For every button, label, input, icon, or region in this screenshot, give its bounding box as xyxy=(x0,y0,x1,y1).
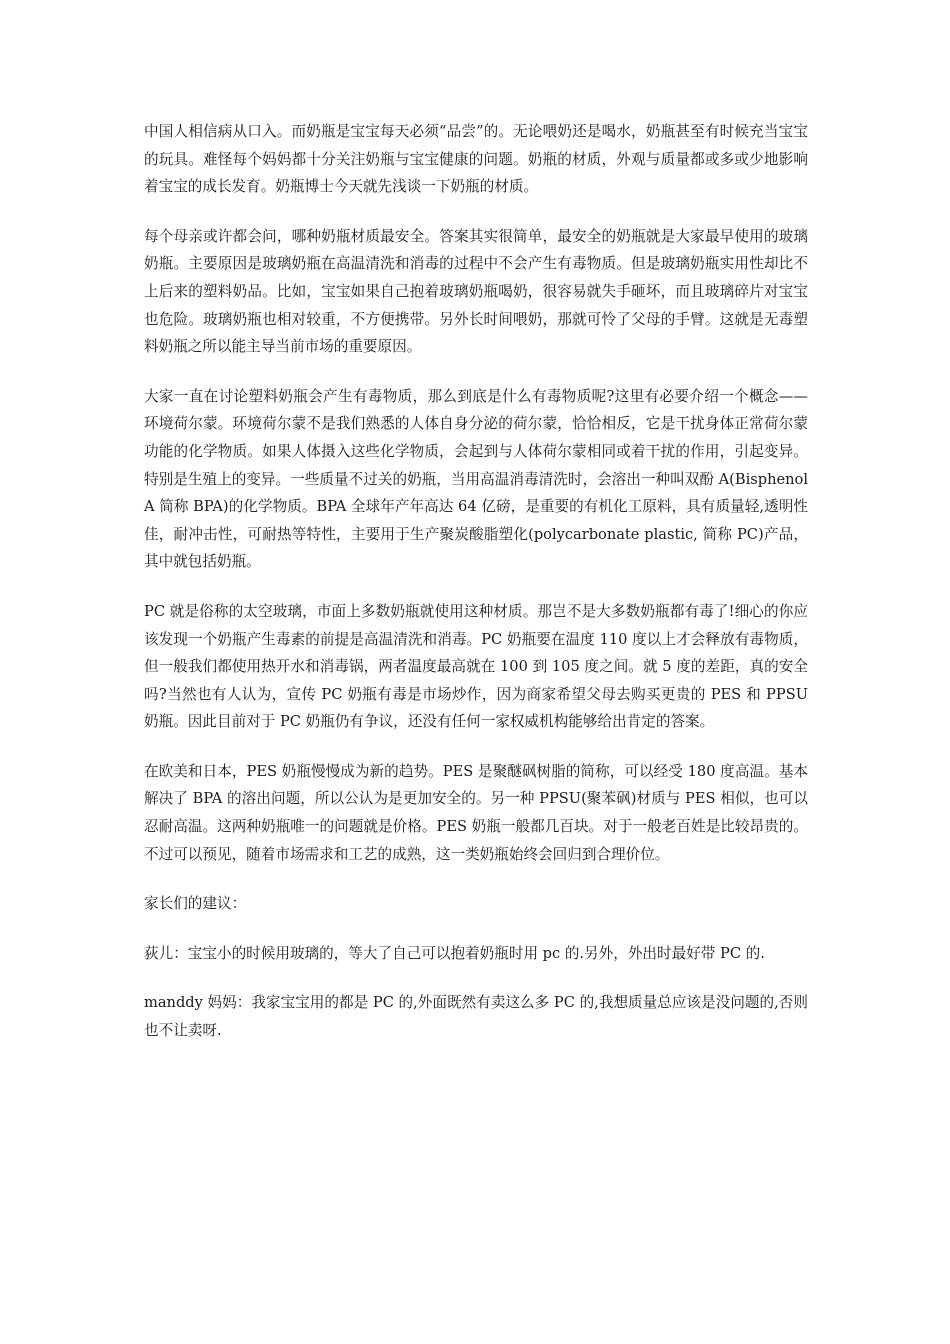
paragraph-advice-2: manddy 妈妈：我家宝宝用的都是 PC 的,外面既然有卖这么多 PC 的,我想质量总应该是没问题的,否则也不让卖呀. xyxy=(144,994,808,1040)
paragraph-advice-1: 荻儿：宝宝小的时候用玻璃的，等大了自己可以抱着奶瓶时用 pc 的.另外，外出时最好带 PC 的. xyxy=(144,944,765,962)
paragraph-glass-bottle: 每个母亲或许都会问，哪种奶瓶材质最安全。答案其实很简单，最安全的奶瓶就是大家最早使用的玻璃奶瓶。主要原因是玻璃奶瓶在高温清洗和消毒的过程中不会产生有毒物质。但是玻璃奶瓶实用性却比不上后来的塑料奶品。比如，宝宝如果自己抱着玻璃奶瓶喝奶，很容易就失手砸坏，而且玻璃碎片对宝宝也危险。玻璃奶瓶也相对较重，不方便携带。另外长时间喂奶，那就可怜了父母的手臂。这就是无毒塑料奶瓶之所以能主导当前市场的重要原因。 xyxy=(144,227,808,356)
article-body xyxy=(144,118,808,1045)
paragraph-pc-bottle: PC 就是俗称的太空玻璃，市面上多数奶瓶就使用这种材质。那岂不是大多数奶瓶都有毒了!细心的你应该发现一个奶瓶产生毒素的前提是高温清洗和消毒。PC 奶瓶要在温度 110 度以上才会释放有毒物质，但一般我们都使用热开水和消毒锅，两者温度最高就在 100 到 105 度之间。就 5 度的差距，真的安全吗?当然也有人认为，宣传 PC 奶瓶有毒是市场炒作，因为商家希望父母去购买更贵的 PES 和 PPSU 奶瓶。因此目前对于 PC 奶瓶仍有争议，还没有任何一家权威机构能够给出肯定的答案。 xyxy=(144,602,808,731)
paragraph-intro: 中国人相信病从口入。而奶瓶是宝宝每天必须“品尝”的。无论喂奶还是喝水，奶瓶甚至有时候充当宝宝的玩具。难怪每个妈妈都十分关注奶瓶与宝宝健康的问题。奶瓶的材质，外观与质量都或多或少地影响着宝宝的成长发育。奶瓶博士今天就先浅谈一下奶瓶的材质。 xyxy=(144,123,808,196)
paragraph-parent-advice-heading: 家长们的建议： xyxy=(144,895,247,913)
paragraph-pes-bottle: 在欧美和日本，PES 奶瓶慢慢成为新的趋势。PES 是聚醚砜树脂的简称，可以经受 180 度高温。基本解决了 BPA 的溶出问题，所以公认为是更加安全的。另一种 PPSU(聚苯砜)材质与 PES 相似，也可以忍耐高温。这两种奶瓶唯一的问题就是价格。PES 奶瓶一般都几百块。对于一般老百姓是比较昂贵的。不过可以预见，随着市场需求和工艺的成熟，这一类奶瓶始终会回归到合理价位。 xyxy=(144,762,808,863)
paragraph-environmental-hormone: 大家一直在讨论塑料奶瓶会产生有毒物质，那么到底是什么有毒物质呢?这里有必要介绍一个概念——环境荷尔蒙。环境荷尔蒙不是我们熟悉的人体自身分泌的荷尔蒙，恰恰相反，它是干扰身体正常荷尔蒙功能的化学物质。如果人体摄入这些化学物质，会起到与人体荷尔蒙相同或着干扰的作用，引起变异。特别是生殖上的变异。一些质量不过关的奶瓶，当用高温消毒清洗时，会溶出一种叫双酚 A(Bisphenol A 简称 BPA)的化学物质。BPA 全球年产年高达 64 亿磅，是重要的有机化工原料，具有质量轻,透明性佳，耐冲击性，可耐热等特性，主要用于生产聚炭酸脂塑化(polycarbonate plastic, 简称 PC)产品，其中就包括奶瓶。 xyxy=(144,387,808,571)
